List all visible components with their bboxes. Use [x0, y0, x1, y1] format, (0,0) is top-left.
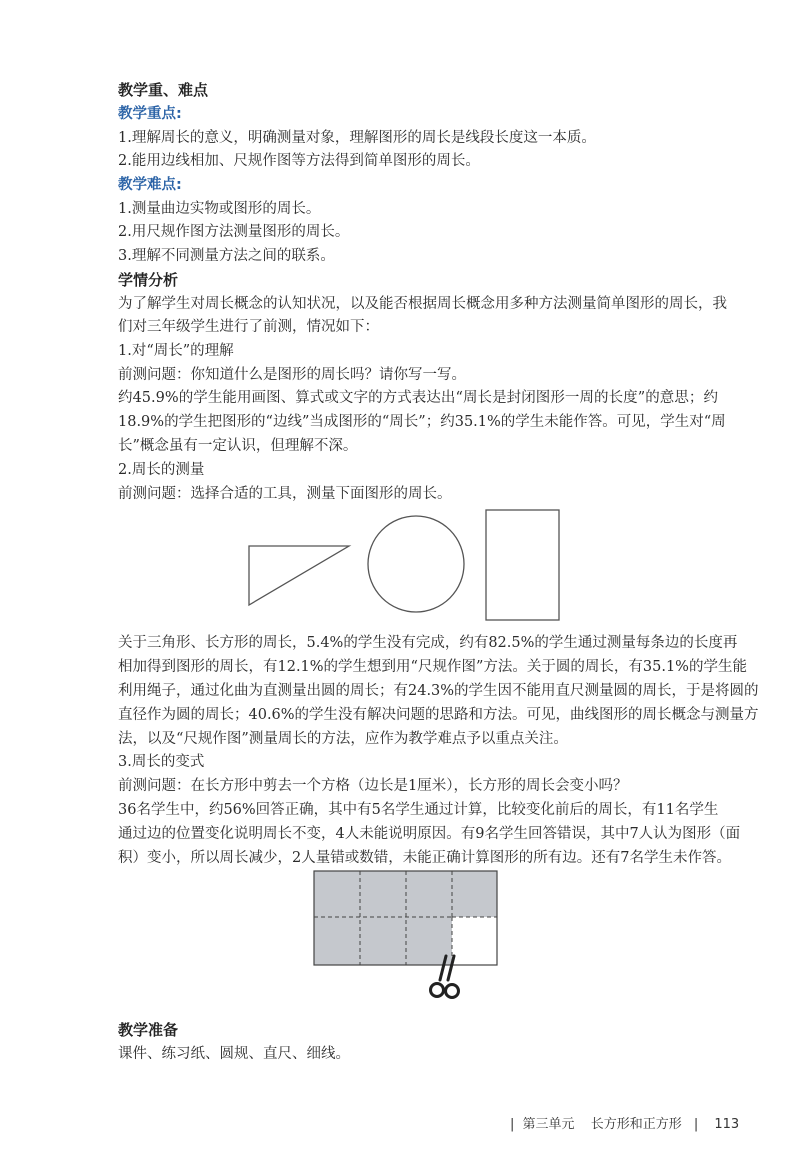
part1-result-line: 18.9%的学生把图形的“边线”当成图形的“周长”；约35.1%的学生未能作答。可见，学生对“周	[118, 414, 726, 430]
part1-title: 1.对“周长”的理解	[118, 343, 234, 359]
part1-question: 前测问题：你知道什么是图形的周长吗？请你写一写。	[118, 367, 466, 383]
footer-title: 长方形和正方形	[590, 1117, 682, 1132]
section-heading-analysis: 学情分析	[118, 271, 179, 289]
circle-figure	[368, 516, 464, 612]
key-point-item: 1.理解周长的意义，明确测量对象，理解图形的周长是线段长度这一本质。	[118, 130, 596, 146]
part3-title: 3.周长的变式	[118, 754, 205, 770]
page-number: 113	[714, 1117, 740, 1132]
cut-rectangle-figure	[314, 871, 497, 965]
part2-result-line: 法，以及“尺规作图”测量周长的方法，应作为教学难点予以重点关注。	[118, 731, 568, 747]
part2-question: 前测问题：选择合适的工具，测量下面图形的周长。	[118, 486, 452, 502]
section-heading-preparation: 教学准备	[118, 1021, 179, 1039]
footer-unit: 第三单元	[522, 1117, 575, 1132]
part2-result-line: 直径作为圆的周长；40.6%的学生没有解决问题的思路和方法。可见，曲线图形的周长概念与测量方	[118, 707, 759, 723]
part3-result-line: 36名学生中，约56%回答正确，其中有5名学生通过计算，比较变化前后的周长，有11名学生	[118, 802, 719, 818]
difficult-points-label: 教学难点:	[118, 177, 182, 193]
part3-question: 前测问题：在长方形中剪去一个方格（边长是1厘米），长方形的周长会变小吗？	[118, 778, 628, 794]
key-point-item: 2.能用边线相加、尺规作图等方法得到简单图形的周长。	[118, 153, 480, 169]
key-points-label: 教学重点:	[118, 106, 182, 122]
page-footer	[510, 1113, 743, 1132]
part3-result-line: 通过边的位置变化说明周长不变，4人未能说明原因。有9名学生回答错误，其中7人认为图形（面	[118, 826, 741, 842]
part2-result-line: 相加得到图形的周长，有12.1%的学生想到用“尺规作图”方法。关于圆的周长，有35.1%的学生能	[118, 659, 747, 675]
part1-result-line: 约45.9%的学生能用画图、算式或文字的方式表达出“周长是封闭图形一周的长度”的意思；约	[118, 390, 718, 406]
part2-result-line: 利用绳子，通过化曲为直测量出圆的周长；有24.3%的学生因不能用直尺测量圆的周长，于是将圆的	[118, 683, 759, 699]
part1-result-line: 长”概念虽有一定认识，但理解不深。	[118, 438, 358, 454]
rectangle-figure	[486, 510, 559, 620]
footer-separator: |	[693, 1117, 699, 1132]
difficult-point-item: 2.用尺规作图方法测量图形的周长。	[118, 224, 350, 240]
part2-title: 2.周长的测量	[118, 462, 205, 478]
section-heading-key-points: 教学重、难点	[118, 81, 209, 99]
part3-result-line: 积）变小，所以周长减少，2人量错或数错，未能正确计算图形的所有边。还有7名学生未作答。	[118, 850, 731, 866]
difficult-point-item: 3.理解不同测量方法之间的联系。	[118, 248, 335, 264]
part2-result-line: 关于三角形、长方形的周长，5.4%的学生没有完成，约有82.5%的学生通过测量每条边的长度再	[118, 635, 738, 651]
difficult-point-item: 1.测量曲边实物或图形的周长。	[118, 201, 321, 217]
triangle-figure	[249, 546, 349, 605]
footer-separator: |	[510, 1117, 515, 1132]
analysis-intro-line: 们对三年级学生进行了前测，情况如下：	[118, 319, 379, 335]
analysis-intro-line: 为了解学生对周长概念的认知状况，以及能否根据周长概念用多种方法测量简单图形的周长，我	[118, 296, 727, 312]
preparation-text: 课件、练习纸、圆规、直尺、细线。	[118, 1046, 350, 1062]
